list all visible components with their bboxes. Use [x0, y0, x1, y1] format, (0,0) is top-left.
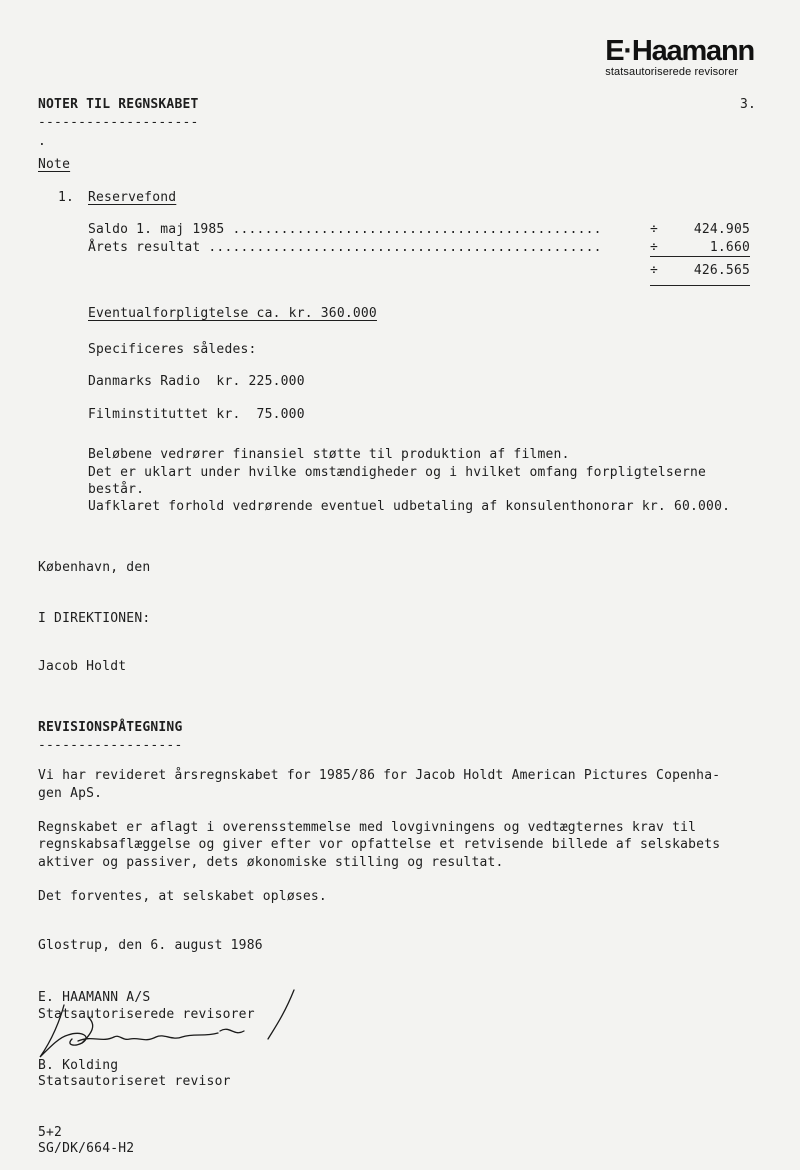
audit-para2-line: regnskabsaflæggelse og giver efter vor opfattelse et retvisende billede af selskabets — [38, 837, 721, 852]
page-number: 3. — [740, 97, 757, 112]
footer-ref-1: 5+2 — [38, 1125, 63, 1140]
handwritten-signature — [22, 985, 312, 1075]
desc-line: består. — [88, 482, 145, 497]
result-sign: ÷ — [650, 240, 659, 255]
saldo-label: Saldo 1. maj 1985 .............................................. — [88, 222, 602, 237]
total-sign: ÷ — [650, 263, 659, 278]
footer-ref-2: SG/DK/664-H2 — [38, 1141, 135, 1156]
signature-firm: E. HAAMANN A/S — [38, 990, 151, 1005]
saldo-amount: 424.905 — [693, 222, 750, 237]
audit-heading: REVISIONSPÅTEGNING — [38, 720, 183, 735]
sum-rule — [650, 256, 750, 257]
signer-title: Statsautoriseret revisor — [38, 1074, 231, 1089]
audit-para2-line: aktiver og passiver, dets økonomiske stilling og resultat. — [38, 855, 504, 870]
total-amount: 426.565 — [693, 263, 750, 278]
spec-item-radio: Danmarks Radio kr. 225.000 — [88, 374, 305, 389]
spec-item-film: Filminstituttet kr. 75.000 — [88, 407, 305, 422]
signature-firm-sub: Statsautoriserede revisorer — [38, 1007, 255, 1022]
audit-para2-line: Regnskabet er aflagt i overensstemmelse med lovgivningens og vedtægternes krav til — [38, 820, 697, 835]
audit-para1-line: gen ApS. — [38, 786, 103, 801]
audit-para1-line: Vi har revideret årsregnskabet for 1985/86 for Jacob Holdt American Pictures Copenha- — [38, 768, 721, 783]
note-heading: Reservefond — [88, 190, 177, 205]
stray-dot: . — [38, 134, 47, 149]
result-amount: 1.660 — [709, 240, 750, 255]
firm-logo-subtitle: statsautoriserede revisorer — [605, 66, 739, 78]
desc-line: Beløbene vedrører finansiel støtte til produktion af filmen. — [88, 447, 570, 462]
audit-heading-rule: ------------------ — [38, 738, 183, 753]
contingent-heading: Eventualforpligtelse ca. kr. 360.000 — [88, 306, 377, 321]
spec-text: Specificeres således: — [88, 342, 257, 357]
direction-label: I DIREKTIONEN: — [38, 611, 151, 626]
director-name: Jacob Holdt — [38, 659, 127, 674]
total-rule — [650, 285, 750, 286]
result-label: Årets resultat ................................................. — [88, 240, 602, 255]
audit-para3: Det forventes, at selskabet opløses. — [38, 889, 327, 904]
letterhead-logo — [605, 36, 754, 78]
saldo-sign: ÷ — [650, 222, 659, 237]
desc-line: Uafklaret forhold vedrørende eventuel udbetaling af konsulenthonorar kr. 60.000. — [88, 499, 731, 514]
firm-logo-name: E·Haamann — [605, 35, 754, 67]
note-column-label: Note — [38, 157, 71, 172]
title-rule: -------------------- — [38, 115, 199, 130]
signer-name: B. Kolding — [38, 1058, 119, 1073]
desc-line: Det er uklart under hvilke omstændigheder og i hvilket omfang forpligtelserne — [88, 465, 707, 480]
page-title: NOTER TIL REGNSKABET — [38, 97, 199, 112]
note-number: 1. — [58, 190, 75, 205]
audit-date: Glostrup, den 6. august 1986 — [38, 938, 263, 953]
place-date: København, den — [38, 560, 151, 575]
